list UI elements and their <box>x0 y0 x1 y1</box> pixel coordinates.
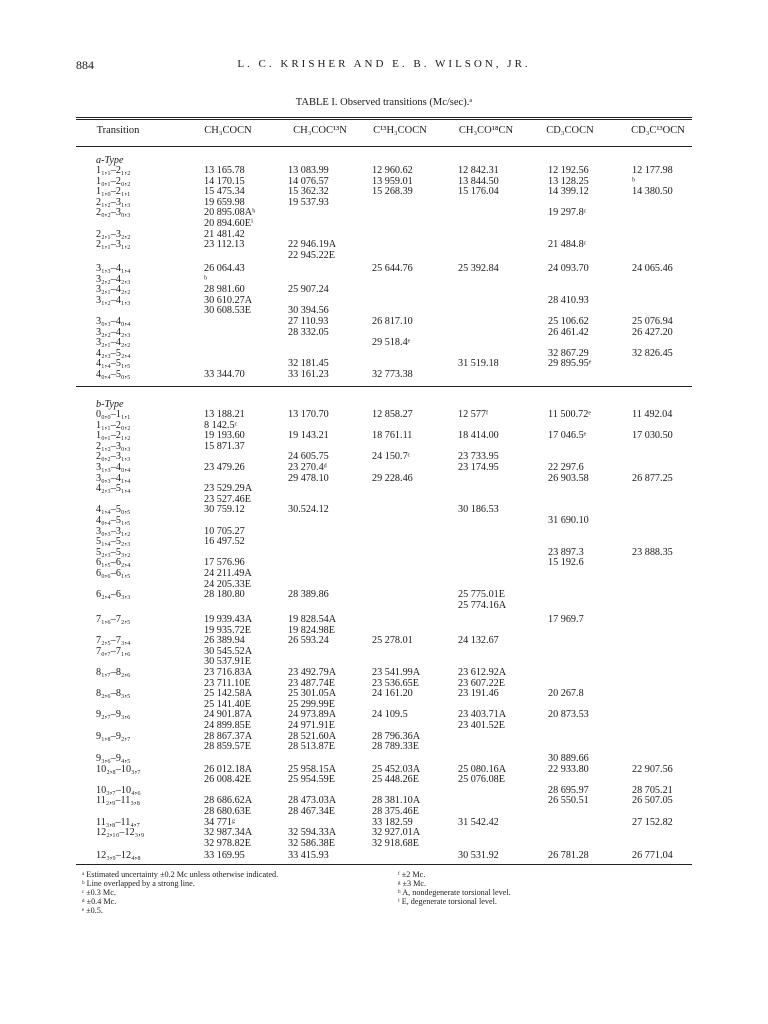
value-cell: 26 771.04 <box>632 850 673 861</box>
value-cell: 17 969.7 20 267.8 20 873.53 <box>548 614 589 721</box>
value-cell: 26 012.18A 26 008.42E 28 686.62A 28 680.63E 34 771ᵍ 32 987.34A 32 978.82E <box>204 763 253 849</box>
value-cell: 33 415.93 <box>288 850 329 861</box>
value-cell: 12 858.27 18 761.11 24 150.7ᶜ 29 228.46 <box>372 409 413 484</box>
value-cell: 25 076.94 26 427.20 32 826.45 <box>632 316 673 359</box>
transition-cell: 1₁,₁–2₁,₂ 1₀,₁–2₀,₂ 1₁,₀–2₁,₁ 2₁,₂–3₁,₃ 2₀,₂–3₀,₃ 2₂,₁–3₂,₂ 2₁,₁–3₁,₂ <box>96 165 131 251</box>
transition-cell: 7₁,₆–7₂,₅ 7₂,₅–7₃,₄ 7₀,₇–7₁,₆ 8₁,₇–8₂,₆ 8₂,₆–8₃,₅ 9₂,₇–9₃,₆ 9₁,₈–9₂,₇ <box>96 614 131 742</box>
value-cell: 25 452.03A 25 448.26E 28 381.10A 28 375.46E 33 182.59 32 927.01A 32 918.68E <box>372 763 421 849</box>
value-cell: 12 177.98 ᵇ 14 380.50 <box>632 165 673 198</box>
value-cell: 26 781.28 <box>548 850 589 861</box>
value-cell: 25 080.16A 25 076.08E 31 542.42 <box>458 763 507 828</box>
running-header-authors: L. C. KRISHER AND E. B. WILSON, JR. <box>237 58 531 70</box>
header-cd3cocn: CD₃COCN <box>546 125 594 136</box>
header-ch3coc13n: CH₃COC¹³N <box>293 125 347 136</box>
value-cell: 25 907.24 30 394.56 <box>288 284 329 317</box>
value-cell: 24 093.70 28 410.93 <box>548 263 589 306</box>
table-top-rule <box>76 117 692 118</box>
transition-cell: 3₁,₃–4₁,₄ 3₂,₂–4₂,₃ 3₂,₁–4₂,₂ 3₁,₂–4₁,₃ <box>96 263 131 306</box>
value-cell: 13 083.99 14 076.57 15 362.32 19 537.93 22 946.19A 22 945.22E <box>288 165 337 261</box>
table-title: TABLE I. Observed transitions (Mc/sec).ᵃ <box>295 97 473 108</box>
value-cell: 11 500.72ᵉ 17 046.5ᵉ 22 297.6 26 903.58 31 690.10 23 897.3 15 192.6 <box>548 409 591 569</box>
value-cell: 30 889.66 22 933.80 28 695.97 26 550.51 <box>548 753 589 807</box>
header-ch3cocn: CH₃COCN <box>204 125 252 136</box>
value-cell: 13 188.21 8 142.5ᶜ 19 193.60 15 871.37 23 479.26 23 529.29A 23 527.46E 30 759.12 10 705.27 16 497.52 17 576.96 24 211.49A 24 205.33E 28 180.80 <box>204 409 253 601</box>
section-divider <box>76 386 692 387</box>
footnotes-right: ᶠ ±2 Mc. ᵍ ±3 Mc. ʰ A, nondegenerate torsional level. ⁱ E, degenerate torsional level. <box>398 870 511 906</box>
header-c13h3cocn: C¹³H₃COCN <box>373 125 427 136</box>
value-cell: 13 170.70 19 143.21 24 605.75 23 270.4ᵈ 29 478.10 30.524.12 28 389.86 <box>288 409 329 601</box>
transition-cell: 9₃,₆–9₄,₅ 10₂,₈–10₃,₇ 10₃,₇–10₄,₆ 11₂,₉–11₃,₈ 11₃,₈–11₄,₇ 12₂,₁₀–12₃,₉ <box>96 753 145 839</box>
value-cell: 11 492.04 17 030.50 26 877.25 23 888.35 <box>632 409 673 558</box>
transition-cell: 12₃,₉–12₄,₈ <box>96 850 141 861</box>
header-cd3c13ocn: CD₃C¹³OCN <box>631 125 685 136</box>
page-number: 884 <box>76 58 94 72</box>
value-cell: 33 169.95 <box>204 850 245 861</box>
value-cell: 12 577ᶠ 18 414.00 23 733.95 23 174.95 30 186.53 25 775.01E 25 774.16A <box>458 409 507 611</box>
value-cell: 31 519.18 <box>458 358 499 370</box>
value-cell: 19 939.43A 19 935.72E 26 389.94 30 545.52A 30 537.91E 23 716.83A 23 711.10E 25 142.58A 25 141.40E 24 901.87A 24 899.85E 28 867.37A 28 859.57E <box>204 614 253 753</box>
value-cell: 26 817.10 29 518.4ᵉ 32 773.38 <box>372 316 413 380</box>
header-rule <box>76 146 692 147</box>
table-bottom-rule <box>76 864 692 865</box>
transition-cell: 0₀,₀–1₁,₁ 1₁,₁–2₀,₂ 1₀,₁–2₁,₂ 2₁,₂–3₀,₃ 2₀,₂–3₁,₃ 3₁,₃–4₀,₄ 3₀,₃–4₁,₄ 4₂,₃–5₁,₄ 4₁,₄–5₀,₅ 4₀,₄–5₁,₅ 3₀,₃–3₁,₂ 5₁,₄–5₂,₃ 5₂,₃–5₃,₂ 6₁,₅–6₂,₄ 6₀,₆–6₁,₅ 6₂,₄–6₃,₃ <box>96 409 131 601</box>
header-transition: Transition <box>96 125 140 136</box>
value-cell: 26 064.43 ᵇ 28 981.60 30 610.27A 30 608.53E <box>204 263 253 317</box>
value-cell: 12 960.62 13 959.01 15 268.39 <box>372 165 413 198</box>
value-cell: 25 106.62 26 461.42 32 867.29 29 895.95ᵉ <box>548 316 592 370</box>
footnotes-left: ᵃ Estimated uncertainty ±0.2 Mc unless otherwise indicated. ᵇ Line overlapped by a strong line. ᶜ ±0.3 Mc. ᵈ ±0.4 Mc. ᵉ ±0.5. <box>82 870 279 915</box>
value-cell: 13 165.78 14 170.15 15 475.34 19 659.98 20 895.08Aᵇ 20 894.60Eⁱ 21 481.42 23 112.13 <box>204 165 256 251</box>
value-cell: 22 907.56 28 705.21 26 507.05 27 152.82 <box>632 763 673 828</box>
section-b-type: b-Type <box>96 399 124 410</box>
value-cell: 25 644.76 <box>372 263 413 274</box>
transition-cell: 3₀,₃–4₀,₄ 3₂,₂–4₂,₃ 3₂,₁–4₂,₂ 4₂,₃–5₂,₄ 4₁,₄–5₁,₅ 4₀,₄–5₀,₅ <box>96 316 131 380</box>
value-cell: 12 192.56 13 128.25 14 399.12 19 297.8ᶜ 21 484.8ᶜ <box>548 165 589 251</box>
value-cell: 19 828.54A 19 824.98E 26 593.24 23 492.79A 23 487.74E 25 301.05A 25 299.99E 24 973.89A 24 971.91E 28 521.60A 28 513.87E <box>288 614 337 753</box>
value-cell: 25 958.15A 25 954.59E 28 473.03A 28 467.34E 32 594.33A 32 586.38E <box>288 763 337 849</box>
section-a-type: a-Type <box>96 155 124 166</box>
value-cell: 33 344.70 <box>204 368 245 380</box>
table-top-rule-2 <box>76 119 692 120</box>
value-cell: 24 065.46 <box>632 263 673 274</box>
value-cell: 24 132.67 23 612.92A 23 607.22E 23 191.46 23 403.71A 23 401.52E <box>458 635 507 731</box>
value-cell: 12 842.31 13 844.50 15 176.04 <box>458 165 499 198</box>
value-cell: 27 110.93 28 332.05 32 181.45 33 161.23 <box>288 316 329 380</box>
value-cell: 25 278.01 23 541.99A 23 536.65E 24 161.20 24 109.5 28 796.36A 28 789.33E <box>372 635 421 753</box>
value-cell: 25 392.84 <box>458 263 499 274</box>
header-ch3co18cn: CH₃CO¹⁸CN <box>458 125 514 136</box>
value-cell: 30 531.92 <box>458 850 499 861</box>
